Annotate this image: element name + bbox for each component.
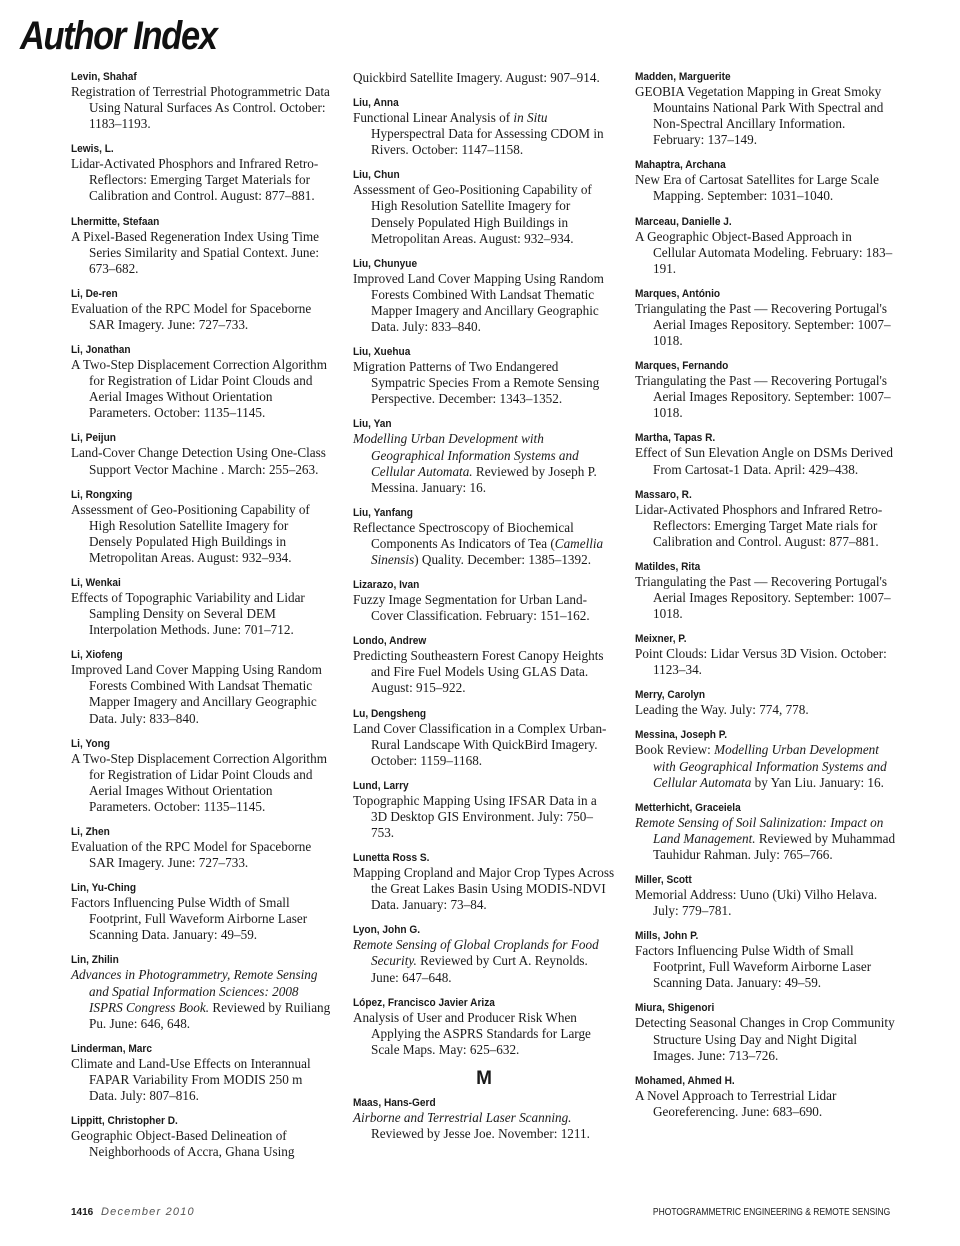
author-name: Mohamed, Ahmed H. — [635, 1074, 735, 1087]
index-entry — [353, 634, 615, 696]
reference-segment: Geographic Object-Based Delineation of Neighborhoods of Accra, Ghana Using — [71, 1128, 295, 1160]
reference-segment: Triangulating the Past — Recovering Portugal's Aerial Images Repository. September: 1007–1018. — [635, 373, 891, 421]
author-name: Li, Wenkai — [71, 576, 121, 589]
reference-segment: Reviewed by Joseph P. Messina. January: 16. — [371, 463, 597, 495]
reference-text — [353, 648, 615, 696]
author-name: Lyon, John G. — [353, 924, 421, 937]
reference-text — [353, 793, 615, 841]
reference-text — [635, 445, 897, 477]
index-entry — [635, 560, 897, 622]
reference-segment: Detecting Seasonal Changes in Crop Community Structure Using Day and Night Digital Images. June: 713–726. — [635, 1015, 895, 1063]
reference-text — [635, 887, 897, 919]
author-name: Merry, Carolyn — [635, 689, 706, 702]
author-name: Madden, Marguerite — [635, 71, 731, 83]
reference-text — [635, 1015, 897, 1063]
reference-segment: Triangulating the Past — Recovering Portugal's Aerial Images Repository. September: 1007–1018. — [635, 300, 891, 349]
reference-text — [71, 895, 333, 943]
index-entry — [353, 506, 615, 568]
index-entry — [635, 359, 897, 421]
reference-segment: Reviewed by Muhammad Tauhidur Rahman. July: 765–766. — [653, 830, 896, 862]
reference-text — [71, 1056, 333, 1104]
reference-text — [71, 445, 333, 477]
reference-segment: A Novel Approach to Terrestrial Lidar Georeferencing. June: 683–690. — [635, 1087, 837, 1119]
index-entry — [635, 873, 897, 919]
reference-segment: Topographic Mapping Using IFSAR Data in a 3D Desktop GIS Environment. July: 750–753. — [353, 792, 597, 840]
reference-segment: Functional Linear Analysis of — [353, 110, 514, 126]
reference-text — [71, 229, 333, 277]
reference-segment: A Two-Step Displacement Correction Algorithm for Registration of Lidar Point Clouds and Aerial Images Without Orientation Parameters. October: 1135–1145. — [71, 357, 327, 421]
index-entry — [635, 287, 897, 349]
index-entry — [71, 825, 333, 871]
index-entry — [71, 488, 333, 566]
reference-segment: Assessment of Geo-Positioning Capability of High Resolution Satellite Imagery for Densely Populated High Buildings in Metropolitan Areas. August: 932–934. — [353, 182, 592, 246]
reference-segment: Fuzzy Image Segmentation for Urban Land-Cover Classification. February: 151–162. — [353, 592, 590, 624]
reference-text — [353, 70, 615, 86]
author-name: Li, Zhen — [71, 826, 110, 838]
index-entry — [353, 168, 615, 246]
author-name: López, Francisco Javier Ariza — [353, 996, 495, 1009]
index-entry — [353, 996, 615, 1058]
index-entry — [635, 632, 897, 678]
index-entry — [71, 648, 333, 726]
italic-title-segment: Remote Sensing of Soil Salinization: Impact on Land Management. — [635, 814, 884, 846]
reference-segment: Hyperspectral Data for Assessing CDOM in Rivers. October: 1147–1158. — [371, 126, 604, 158]
reference-text — [353, 592, 615, 624]
reference-text — [635, 646, 897, 678]
reference-segment: Registration of Terrestrial Photogrammetric Data Using Natural Surfaces As Control. October: 1183–1193. — [71, 84, 330, 132]
author-name: Lin, Zhilin — [71, 954, 119, 967]
author-name: Levin, Shahaf — [71, 71, 137, 83]
author-name: Liu, Xuehua — [353, 346, 411, 359]
reference-text — [71, 662, 333, 726]
reference-text — [353, 865, 615, 913]
index-entry — [71, 431, 333, 477]
author-name: Li, Rongxing — [71, 488, 133, 501]
reference-text — [353, 1110, 615, 1142]
reference-text — [353, 721, 615, 769]
section-letter: M — [476, 1067, 492, 1089]
index-entry — [353, 779, 615, 841]
reference-text — [71, 590, 333, 638]
reference-segment: Effects of Topographic Variability and Lidar Sampling Density on Several DEM Interpolation Methods. June: 701–712. — [71, 589, 305, 638]
author-name: Li, Jonathan — [71, 344, 131, 357]
author-name: Lu, Dengsheng — [353, 707, 427, 720]
author-name: Lund, Larry — [353, 779, 409, 792]
index-entry — [635, 488, 897, 550]
reference-text — [635, 301, 897, 349]
author-name: Liu, Yanfang — [353, 506, 413, 519]
reference-segment: ) Quality. December: 1385–1392. — [414, 551, 591, 567]
index-entry — [71, 215, 333, 277]
index-column-1 — [71, 70, 333, 1170]
author-name: Messina, Joseph P. — [635, 729, 728, 742]
author-name: Martha, Tapas R. — [635, 432, 716, 445]
reference-segment: Lidar-Activated Phosphors and Infrared Retro-Reflectors: Emerging Target Mate rials for Calibration and Control. August: 877–881. — [635, 501, 883, 549]
reference-segment: Book Review: — [635, 742, 715, 758]
index-entry — [353, 345, 615, 407]
reference-text — [635, 84, 897, 148]
reference-text — [635, 943, 897, 991]
reference-segment: Reviewed by Ruiliang Pu. June: 646, 648. — [89, 999, 331, 1031]
reference-text — [71, 1128, 333, 1160]
reference-text — [353, 271, 615, 335]
index-entry — [71, 287, 333, 333]
journal-name: PHOTOGRAMMETRIC ENGINEERING & REMOTE SENSING — [652, 1207, 890, 1218]
index-entry — [71, 576, 333, 638]
index-entry — [353, 707, 615, 769]
reference-segment: Evaluation of the RPC Model for Spaceborne SAR Imagery. June: 727–733. — [71, 839, 312, 871]
index-entry — [71, 953, 333, 1031]
index-column-2 — [353, 70, 615, 1152]
index-entry — [71, 737, 333, 815]
index-entry — [71, 142, 333, 204]
index-entry — [635, 1074, 897, 1120]
reference-text — [635, 502, 897, 550]
author-name: Londo, Andrew — [353, 635, 427, 648]
index-entry — [635, 929, 897, 991]
index-entry — [71, 70, 333, 132]
index-entry — [353, 70, 615, 86]
reference-segment: Factors Influencing Pulse Width of Small Footprint, Full Waveform Airborne Laser Scanning Data. January: 49–59. — [71, 895, 308, 943]
author-name: Lippitt, Christopher D. — [71, 1115, 178, 1128]
reference-segment: Reviewed by Jesse Joe. November: 1211. — [371, 1126, 590, 1142]
italic-title-segment: Modelling Urban Development with Geographical Information Systems and Cellular Automata — [653, 742, 887, 790]
reference-segment: Memorial Address: Uuno (Uki) Vilho Helava. July: 779–781. — [635, 887, 878, 919]
author-name: Mahaptra, Archana — [635, 159, 726, 172]
reference-segment: Improved Land Cover Mapping Using Random Forests Combined With Landsat Thematic Mapper Imagery and Ancillary Geographic Data. July: 833–840. — [353, 270, 604, 335]
italic-title-segment: Advances in Photogrammetry, Remote Sensing and Spatial Information Sciences: 2008 ISPRS Congress Book. — [71, 967, 318, 1015]
index-entry — [635, 728, 897, 790]
author-name: Li, De-ren — [71, 287, 118, 300]
index-entry — [353, 1096, 615, 1142]
author-name: Linderman, Marc — [71, 1042, 152, 1055]
index-entry — [71, 1042, 333, 1104]
author-name: Liu, Yan — [353, 418, 392, 431]
page-title: Author Index — [20, 14, 217, 58]
page-number: 1416 — [71, 1207, 94, 1218]
reference-segment: Factors Influencing Pulse Width of Small Footprint, Full Waveform Airborne Laser Scanning Data. January: 49–59. — [635, 943, 872, 991]
reference-text — [635, 172, 897, 204]
reference-segment: Lidar-Activated Phosphors and Infrared Retro-Reflectors: Emerging Target Materials for Calibration and Control. August: 877–881. — [71, 156, 319, 204]
reference-text — [635, 229, 897, 277]
italic-title-segment: Modelling Urban Development with Geographical Information Systems and Cellular Automata. — [353, 431, 579, 479]
reference-text — [635, 815, 897, 863]
reference-text — [71, 839, 333, 871]
author-name: Miller, Scott — [635, 874, 692, 886]
index-entry — [353, 851, 615, 913]
author-name: Liu, Anna — [353, 97, 399, 110]
reference-segment: New Era of Cartosat Satellites for Large Scale Mapping. September: 1031–1040. — [635, 172, 880, 204]
reference-segment: Land Cover Classification in a Complex Urban-Rural Landscape With QuickBird Imagery. October: 1159–1168. — [353, 720, 607, 768]
reference-segment: Assessment of Geo-Positioning Capability of High Resolution Satellite Imagery for Densely Populated High Buildings in Metropolitan Areas. August: 932–934. — [71, 501, 310, 565]
author-name: Liu, Chunyue — [353, 257, 418, 270]
author-name: Li, Peijun — [71, 432, 116, 445]
index-entry — [353, 257, 615, 335]
index-entry — [635, 215, 897, 277]
index-entry — [71, 1114, 333, 1160]
author-name: Mills, John P. — [635, 930, 699, 943]
reference-text — [635, 702, 897, 718]
index-entry — [635, 70, 897, 148]
index-entry — [353, 417, 615, 495]
index-entry — [71, 343, 333, 421]
reference-text — [353, 431, 615, 495]
reference-segment: Land-Cover Change Detection Using One-Class Support Vector Machine . March: 255–263. — [71, 445, 326, 477]
index-entry — [71, 881, 333, 943]
reference-text — [71, 156, 333, 204]
author-name: Liu, Chun — [353, 169, 400, 182]
reference-text — [635, 1088, 897, 1120]
author-name: Marceau, Danielle J. — [635, 215, 732, 228]
index-entry — [635, 431, 897, 477]
author-name: Metterhicht, Graceiela — [635, 801, 741, 814]
reference-text — [353, 937, 615, 985]
author-name: Li, Xiofeng — [71, 649, 123, 662]
author-name: Li, Yong — [71, 737, 110, 750]
reference-segment: A Two-Step Displacement Correction Algorithm for Registration of Lidar Point Clouds and Aerial Images Without Orientation Parameters. October: 1135–1145. — [71, 750, 327, 814]
reference-segment: Mapping Cropland and Major Crop Types Across the Great Lakes Basin Using MODIS-NDVI Data. January: 73–84. — [353, 865, 615, 913]
reference-text — [71, 84, 333, 132]
italic-title-segment: Airborne and Terrestrial Laser Scanning. — [353, 1109, 572, 1125]
reference-segment: GEOBIA Vegetation Mapping in Great Smoky Mountains National Park With Spectral and Non-Spectral Ancillary Information. February: 137–149. — [635, 84, 884, 148]
reference-segment: A Geographic Object-Based Approach in Cellular Automata Modeling. February: 183–191. — [635, 228, 893, 276]
reference-text — [71, 301, 333, 333]
reference-segment: Leading the Way. July: 774, 778. — [635, 702, 809, 718]
reference-segment: Reviewed by Curt A. Reynolds. June: 647–648. — [371, 953, 588, 985]
author-name: Lin, Yu-Ching — [71, 882, 137, 895]
italic-title-segment: Remote Sensing of Global Croplands for Food Security. — [353, 937, 599, 969]
author-name: Lunetta Ross S. — [353, 852, 430, 865]
reference-segment: Migration Patterns of Two Endangered Sympatric Species From a Remote Sensing Perspective. December: 1343–1352. — [353, 359, 600, 407]
index-entry — [635, 1001, 897, 1063]
index-entry — [353, 923, 615, 985]
italic-title-segment: Camellia Sinensis — [371, 535, 604, 567]
reference-segment: Triangulating the Past — Recovering Portugal's Aerial Images Repository. September: 1007–1018. — [635, 573, 891, 622]
author-name: Maas, Hans-Gerd — [353, 1096, 436, 1109]
reference-segment: Predicting Southeastern Forest Canopy Heights and Fire Fuel Models Using GLAS Data. August: 915–922. — [353, 648, 604, 696]
reference-text — [353, 110, 615, 158]
reference-text — [635, 574, 897, 622]
reference-segment: Reflectance Spectroscopy of Biochemical Components As Indicators of Tea ( — [353, 519, 574, 551]
reference-segment: Improved Land Cover Mapping Using Random Forests Combined With Landsat Thematic Mapper Imagery and Ancillary Geographic Data. July: 833–840. — [71, 662, 322, 726]
author-name: Lhermitte, Stefaan — [71, 215, 160, 228]
reference-segment: Analysis of User and Producer Risk When Applying the ASPRS Standards for Large Scale Maps. May: 625–632. — [353, 1009, 591, 1057]
author-name: Marques, António — [635, 287, 721, 300]
index-entry — [635, 158, 897, 204]
author-name: Marques, Fernando — [635, 360, 729, 373]
reference-text — [353, 520, 615, 568]
reference-segment: Climate and Land-Use Effects on Interannual FAPAR Variability From MODIS 250 m Data. July: 807–816. — [71, 1055, 311, 1104]
reference-segment: Effect of Sun Elevation Angle on DSMs Derived From Cartosat-1 Data. April: 429–438. — [635, 445, 893, 477]
reference-text — [71, 502, 333, 566]
reference-text — [635, 742, 897, 790]
reference-segment: Evaluation of the RPC Model for Spaceborne SAR Imagery. June: 727–733. — [71, 300, 312, 332]
index-entry — [635, 688, 897, 718]
author-name: Lewis, L. — [71, 143, 114, 156]
italic-title-segment: in Situ — [513, 110, 548, 126]
reference-text — [353, 182, 615, 246]
author-name: Matildes, Rita — [635, 560, 701, 573]
reference-text — [635, 373, 897, 421]
author-name: Miura, Shigenori — [635, 1002, 715, 1015]
reference-text — [353, 359, 615, 407]
index-entry — [353, 96, 615, 158]
reference-segment: Quickbird Satellite Imagery. August: 907–914. — [353, 70, 600, 85]
index-column-3 — [635, 70, 897, 1130]
reference-text — [353, 1010, 615, 1058]
author-name: Meixner, P. — [635, 633, 687, 646]
reference-segment: Point Clouds: Lidar Versus 3D Vision. October: 1123–34. — [635, 646, 887, 678]
reference-segment: by Yan Liu. January: 16. — [751, 774, 884, 790]
index-entry — [635, 801, 897, 863]
author-name: Lizarazo, Ivan — [353, 579, 420, 592]
reference-text — [71, 967, 333, 1031]
author-name: Massaro, R. — [635, 488, 692, 501]
index-entry — [353, 578, 615, 624]
reference-text — [71, 751, 333, 815]
issue-date: December 2010 — [101, 1206, 195, 1218]
reference-text — [71, 357, 333, 421]
reference-segment: A Pixel-Based Regeneration Index Using Time Series Similarity and Spatial Context. June: 673–682. — [71, 228, 320, 276]
